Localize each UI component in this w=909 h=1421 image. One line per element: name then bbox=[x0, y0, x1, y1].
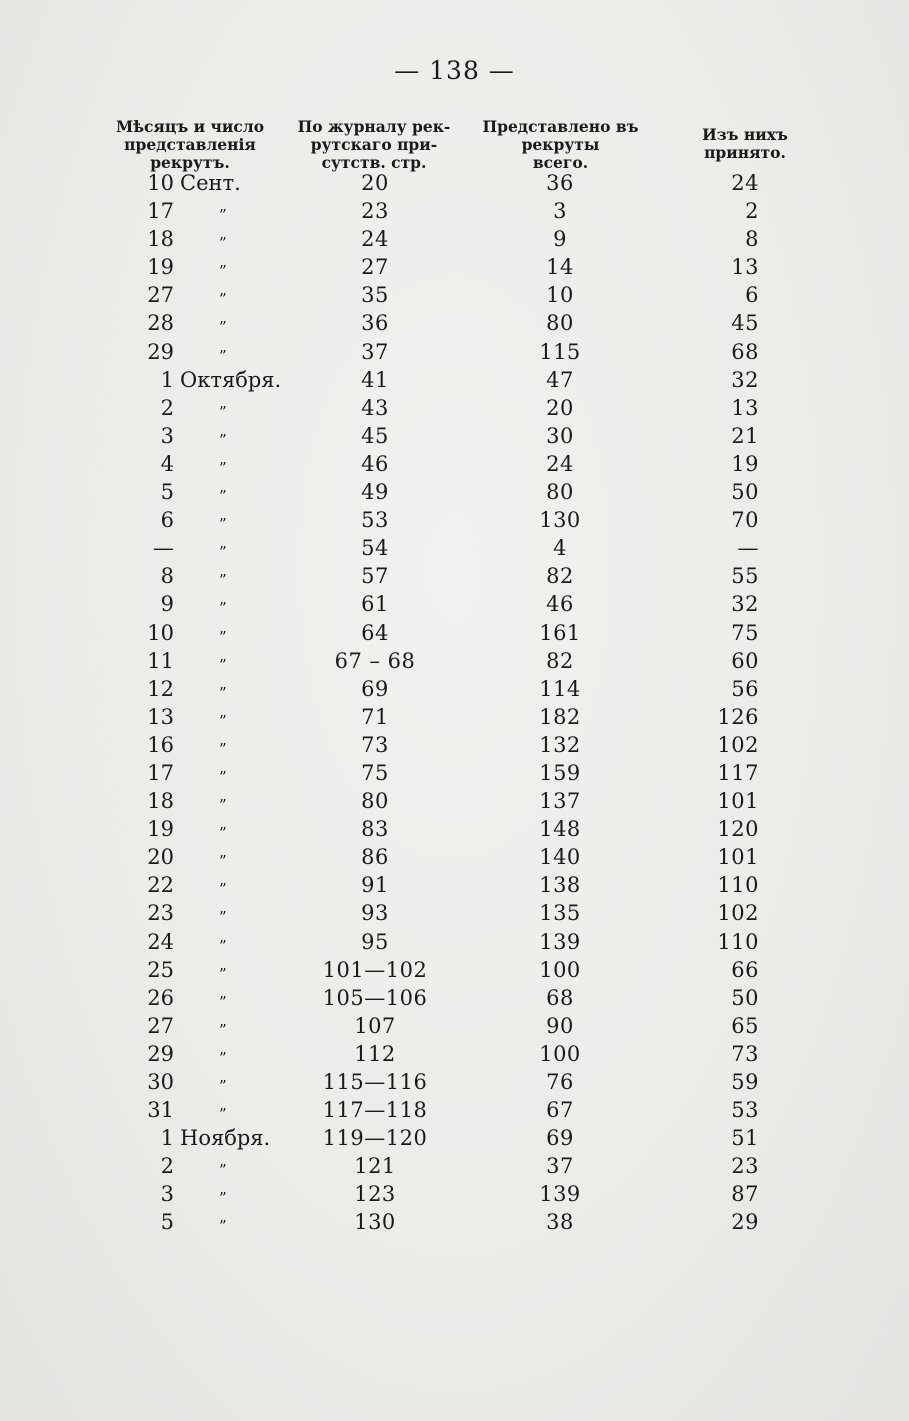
row-day: 19 bbox=[147, 255, 174, 280]
table-row bbox=[0, 253, 909, 281]
row-journal-page: 75 bbox=[361, 760, 389, 785]
row-day: 10 bbox=[147, 171, 174, 195]
row-accepted: — bbox=[737, 536, 759, 561]
header-month-and-day bbox=[100, 118, 280, 172]
row-presented-total: 68 bbox=[546, 985, 574, 1010]
row-journal-page: 49 bbox=[361, 480, 389, 505]
row-month: Октября. bbox=[180, 367, 282, 392]
table-row bbox=[0, 984, 909, 1012]
table-row bbox=[0, 562, 909, 590]
table-row bbox=[0, 169, 909, 197]
table-row bbox=[0, 422, 909, 450]
row-month-ditto: ” bbox=[219, 1189, 227, 1208]
row-accepted: 13 bbox=[731, 255, 759, 280]
row-presented-total: 130 bbox=[539, 508, 581, 533]
row-accepted: 101 bbox=[717, 845, 759, 870]
row-presented-total: 24 bbox=[546, 451, 574, 476]
row-accepted: 23 bbox=[731, 1154, 759, 1179]
row-accepted: 120 bbox=[717, 817, 759, 842]
row-journal-page: 91 bbox=[361, 873, 389, 898]
row-journal-page: 107 bbox=[354, 1013, 396, 1038]
row-accepted: 13 bbox=[731, 395, 759, 420]
row-day: 3 bbox=[160, 1182, 174, 1207]
row-day: 11 bbox=[147, 648, 174, 673]
row-journal-page: 80 bbox=[361, 789, 389, 814]
row-journal-page: 69 bbox=[361, 676, 389, 701]
header-line: принято. bbox=[704, 143, 786, 162]
table-row bbox=[0, 506, 909, 534]
table-row bbox=[0, 675, 909, 703]
row-month-ditto: ” bbox=[219, 627, 227, 646]
row-accepted: 101 bbox=[717, 789, 759, 814]
row-day: 16 bbox=[147, 732, 174, 757]
row-month-ditto: ” bbox=[219, 571, 227, 590]
row-month-ditto: ” bbox=[219, 711, 227, 730]
page-number: — 138 — bbox=[394, 56, 515, 85]
row-accepted: 65 bbox=[731, 1013, 759, 1038]
row-accepted: 6 bbox=[745, 283, 759, 308]
row-month-ditto: ” bbox=[219, 908, 227, 927]
header-line: По журналу рек- bbox=[297, 117, 451, 136]
row-accepted: 8 bbox=[745, 227, 759, 252]
row-day: 17 bbox=[147, 760, 174, 785]
row-presented-total: 38 bbox=[546, 1210, 574, 1235]
row-month-ditto: ” bbox=[219, 852, 227, 871]
row-journal-page: 73 bbox=[361, 732, 389, 757]
header-line: всего. bbox=[532, 153, 589, 172]
row-presented-total: 20 bbox=[546, 395, 574, 420]
row-journal-page: 61 bbox=[361, 592, 389, 617]
row-day: 22 bbox=[147, 873, 174, 898]
row-month-ditto: ” bbox=[219, 318, 227, 337]
row-accepted: 110 bbox=[717, 929, 759, 954]
row-journal-page: 121 bbox=[354, 1154, 396, 1179]
row-accepted: 68 bbox=[731, 339, 759, 364]
row-accepted: 29 bbox=[731, 1210, 759, 1235]
row-day: 4 bbox=[160, 451, 174, 476]
row-presented-total: 67 bbox=[546, 1098, 574, 1123]
row-presented-total: 148 bbox=[539, 817, 581, 842]
row-day: 2 bbox=[160, 395, 174, 420]
table-row bbox=[0, 815, 909, 843]
row-accepted: 56 bbox=[731, 676, 759, 701]
row-accepted: 53 bbox=[731, 1098, 759, 1123]
row-day: 25 bbox=[147, 957, 174, 982]
row-day: 26 bbox=[147, 985, 174, 1010]
row-accepted: 50 bbox=[731, 985, 759, 1010]
row-day: 18 bbox=[147, 227, 174, 252]
row-accepted: 21 bbox=[731, 423, 759, 448]
row-accepted: 19 bbox=[731, 451, 759, 476]
row-month-ditto: ” bbox=[219, 290, 227, 309]
row-day: 29 bbox=[147, 1041, 174, 1066]
row-day: 31 bbox=[147, 1098, 174, 1123]
row-journal-page: 86 bbox=[361, 845, 389, 870]
row-journal-page: 41 bbox=[361, 367, 389, 392]
row-presented-total: 4 bbox=[553, 536, 567, 561]
row-month-ditto: ” bbox=[219, 992, 227, 1011]
row-accepted: 102 bbox=[717, 901, 759, 926]
row-presented-total: 138 bbox=[539, 873, 581, 898]
table-row bbox=[0, 590, 909, 618]
row-month-ditto: ” bbox=[219, 796, 227, 815]
row-presented-total: 9 bbox=[553, 227, 567, 252]
row-journal-page: 20 bbox=[361, 171, 389, 195]
row-accepted: 110 bbox=[717, 873, 759, 898]
row-day: 6 bbox=[160, 508, 174, 533]
row-month-ditto: ” bbox=[219, 655, 227, 674]
row-journal-page: 117—118 bbox=[322, 1098, 428, 1123]
header-line: рекруты bbox=[521, 135, 600, 154]
row-journal-page: 23 bbox=[361, 199, 389, 224]
row-journal-page: 67 – 68 bbox=[334, 648, 416, 673]
row-presented-total: 114 bbox=[539, 676, 581, 701]
row-journal-page: 130 bbox=[354, 1210, 396, 1235]
row-month-ditto: ” bbox=[219, 458, 227, 477]
row-accepted: 55 bbox=[731, 564, 759, 589]
row-presented-total: 140 bbox=[539, 845, 581, 870]
row-presented-total: 82 bbox=[546, 564, 574, 589]
table-row bbox=[0, 394, 909, 422]
row-month-ditto: ” bbox=[219, 262, 227, 281]
table-row bbox=[0, 1012, 909, 1040]
row-day: 1 bbox=[160, 1126, 174, 1151]
row-journal-page: 46 bbox=[361, 451, 389, 476]
row-presented-total: 100 bbox=[539, 957, 581, 982]
row-accepted: 60 bbox=[731, 648, 759, 673]
row-journal-page: 95 bbox=[361, 929, 389, 954]
row-day: 12 bbox=[147, 676, 174, 701]
row-accepted: 70 bbox=[731, 508, 759, 533]
row-day: 23 bbox=[147, 901, 174, 926]
header-line: рекрутъ. bbox=[150, 153, 230, 172]
table-row bbox=[0, 619, 909, 647]
table-row bbox=[0, 1180, 909, 1208]
row-month-ditto: ” bbox=[219, 936, 227, 955]
row-day: 19 bbox=[147, 817, 174, 842]
row-journal-page: 36 bbox=[361, 311, 389, 336]
row-accepted: 126 bbox=[717, 704, 759, 729]
row-month-ditto: ” bbox=[219, 880, 227, 899]
row-presented-total: 115 bbox=[539, 339, 581, 364]
row-month-ditto: ” bbox=[219, 824, 227, 843]
header-presented-total bbox=[478, 118, 643, 172]
row-month-ditto: ” bbox=[219, 487, 227, 506]
row-accepted: 2 bbox=[745, 199, 759, 224]
table-row bbox=[0, 366, 909, 394]
row-presented-total: 10 bbox=[546, 283, 574, 308]
row-presented-total: 161 bbox=[539, 620, 581, 645]
row-presented-total: 46 bbox=[546, 592, 574, 617]
row-presented-total: 80 bbox=[546, 480, 574, 505]
table-row bbox=[0, 281, 909, 309]
row-day: 5 bbox=[160, 1210, 174, 1235]
header-line: Представлено въ bbox=[482, 117, 639, 136]
row-day: — bbox=[153, 536, 174, 561]
row-day: 5 bbox=[160, 480, 174, 505]
row-journal-page: 119—120 bbox=[322, 1126, 428, 1151]
row-accepted: 45 bbox=[731, 311, 759, 336]
row-accepted: 75 bbox=[731, 620, 759, 645]
row-month-ditto: ” bbox=[219, 1217, 227, 1236]
row-month-ditto: ” bbox=[219, 739, 227, 758]
row-presented-total: 3 bbox=[553, 199, 567, 224]
row-day: 10 bbox=[147, 620, 174, 645]
row-month: Ноября. bbox=[180, 1126, 271, 1151]
table-row bbox=[0, 197, 909, 225]
row-presented-total: 30 bbox=[546, 423, 574, 448]
row-presented-total: 139 bbox=[539, 929, 581, 954]
row-presented-total: 80 bbox=[546, 311, 574, 336]
table-row bbox=[0, 534, 909, 562]
row-journal-page: 37 bbox=[361, 339, 389, 364]
row-journal-page: 35 bbox=[361, 283, 389, 308]
row-day: 24 bbox=[147, 929, 174, 954]
table-row bbox=[0, 787, 909, 815]
row-month-ditto: ” bbox=[219, 206, 227, 225]
row-journal-page: 112 bbox=[354, 1041, 396, 1066]
row-day: 18 bbox=[147, 789, 174, 814]
row-presented-total: 139 bbox=[539, 1182, 581, 1207]
row-journal-page: 24 bbox=[361, 227, 389, 252]
row-journal-page: 71 bbox=[361, 704, 389, 729]
row-presented-total: 135 bbox=[539, 901, 581, 926]
row-month-ditto: ” bbox=[219, 543, 227, 562]
table-row bbox=[0, 928, 909, 956]
table-row bbox=[0, 309, 909, 337]
row-presented-total: 100 bbox=[539, 1041, 581, 1066]
table-row bbox=[0, 956, 909, 984]
table-row bbox=[0, 843, 909, 871]
table-row bbox=[0, 899, 909, 927]
row-presented-total: 69 bbox=[546, 1126, 574, 1151]
row-presented-total: 36 bbox=[546, 171, 574, 195]
row-day: 3 bbox=[160, 423, 174, 448]
row-accepted: 50 bbox=[731, 480, 759, 505]
row-presented-total: 47 bbox=[546, 367, 574, 392]
row-month-ditto: ” bbox=[219, 1077, 227, 1095]
row-presented-total: 90 bbox=[546, 1013, 574, 1038]
row-presented-total: 159 bbox=[539, 760, 581, 785]
header-journal-page bbox=[283, 118, 465, 172]
row-accepted: 51 bbox=[731, 1126, 759, 1151]
header-line: рутскаго при- bbox=[310, 135, 438, 154]
row-day: 29 bbox=[147, 339, 174, 364]
table-row bbox=[0, 1152, 909, 1180]
row-journal-page: 83 bbox=[361, 817, 389, 842]
row-journal-page: 64 bbox=[361, 620, 389, 645]
row-presented-total: 76 bbox=[546, 1070, 574, 1094]
table-row bbox=[0, 703, 909, 731]
row-journal-page: 123 bbox=[354, 1182, 396, 1207]
header-accepted bbox=[685, 126, 805, 162]
recruit-table-body bbox=[0, 169, 909, 1237]
header-line: Изъ нихъ bbox=[702, 125, 788, 144]
table-row bbox=[0, 731, 909, 759]
row-month-ditto: ” bbox=[219, 1161, 227, 1180]
row-journal-page: 27 bbox=[361, 255, 389, 280]
table-row bbox=[0, 478, 909, 506]
row-journal-page: 54 bbox=[361, 536, 389, 561]
table-row bbox=[0, 1068, 909, 1096]
row-month-ditto: ” bbox=[219, 683, 227, 702]
row-journal-page: 57 bbox=[361, 564, 389, 589]
row-accepted: 73 bbox=[731, 1041, 759, 1066]
row-day: 30 bbox=[147, 1070, 174, 1094]
row-accepted: 24 bbox=[731, 171, 759, 195]
row-presented-total: 137 bbox=[539, 789, 581, 814]
row-month-ditto: ” bbox=[219, 1048, 227, 1067]
row-day: 8 bbox=[160, 564, 174, 589]
table-row bbox=[0, 647, 909, 675]
row-presented-total: 82 bbox=[546, 648, 574, 673]
header-line: представленія bbox=[124, 135, 256, 154]
row-day: 13 bbox=[147, 704, 174, 729]
row-day: 9 bbox=[160, 592, 174, 617]
row-presented-total: 182 bbox=[539, 704, 581, 729]
row-journal-page: 105—106 bbox=[322, 985, 428, 1010]
table-row bbox=[0, 225, 909, 253]
row-month-ditto: ” bbox=[219, 515, 227, 534]
row-month-ditto: ” bbox=[219, 767, 227, 786]
table-row bbox=[0, 450, 909, 478]
table-row bbox=[0, 1096, 909, 1124]
row-journal-page: 115—116 bbox=[322, 1070, 428, 1094]
row-month-ditto: ” bbox=[219, 346, 227, 365]
row-day: 28 bbox=[147, 311, 174, 336]
row-month-ditto: ” bbox=[219, 402, 227, 421]
row-accepted: 32 bbox=[731, 592, 759, 617]
row-accepted: 102 bbox=[717, 732, 759, 757]
row-accepted: 32 bbox=[731, 367, 759, 392]
header-line: Мѣсяцъ и число bbox=[115, 117, 265, 136]
row-month-ditto: ” bbox=[219, 1105, 227, 1124]
row-accepted: 117 bbox=[717, 760, 759, 785]
row-accepted: 87 bbox=[731, 1182, 759, 1207]
table-row bbox=[0, 1040, 909, 1068]
row-day: 27 bbox=[147, 1013, 174, 1038]
row-day: 2 bbox=[160, 1154, 174, 1179]
row-day: 17 bbox=[147, 199, 174, 224]
row-journal-page: 43 bbox=[361, 395, 389, 420]
row-month: Сент. bbox=[180, 171, 241, 195]
row-journal-page: 101—102 bbox=[322, 957, 428, 982]
row-accepted: 59 bbox=[731, 1070, 759, 1094]
row-journal-page: 45 bbox=[361, 423, 389, 448]
table-row bbox=[0, 759, 909, 787]
row-journal-page: 93 bbox=[361, 901, 389, 926]
row-day: 20 bbox=[147, 845, 174, 870]
row-month-ditto: ” bbox=[219, 964, 227, 983]
row-month-ditto: ” bbox=[219, 234, 227, 253]
header-line: сутств. стр. bbox=[321, 153, 427, 172]
row-day: 27 bbox=[147, 283, 174, 308]
row-accepted: 66 bbox=[731, 957, 759, 982]
row-month-ditto: ” bbox=[219, 599, 227, 618]
row-month-ditto: ” bbox=[219, 1020, 227, 1039]
row-day: 1 bbox=[160, 367, 174, 392]
table-row bbox=[0, 1124, 909, 1152]
row-presented-total: 14 bbox=[546, 255, 574, 280]
row-presented-total: 132 bbox=[539, 732, 581, 757]
row-month-ditto: ” bbox=[219, 430, 227, 449]
table-row bbox=[0, 871, 909, 899]
row-presented-total: 37 bbox=[546, 1154, 574, 1179]
table-row bbox=[0, 1208, 909, 1236]
table-row bbox=[0, 338, 909, 366]
row-journal-page: 53 bbox=[361, 508, 389, 533]
